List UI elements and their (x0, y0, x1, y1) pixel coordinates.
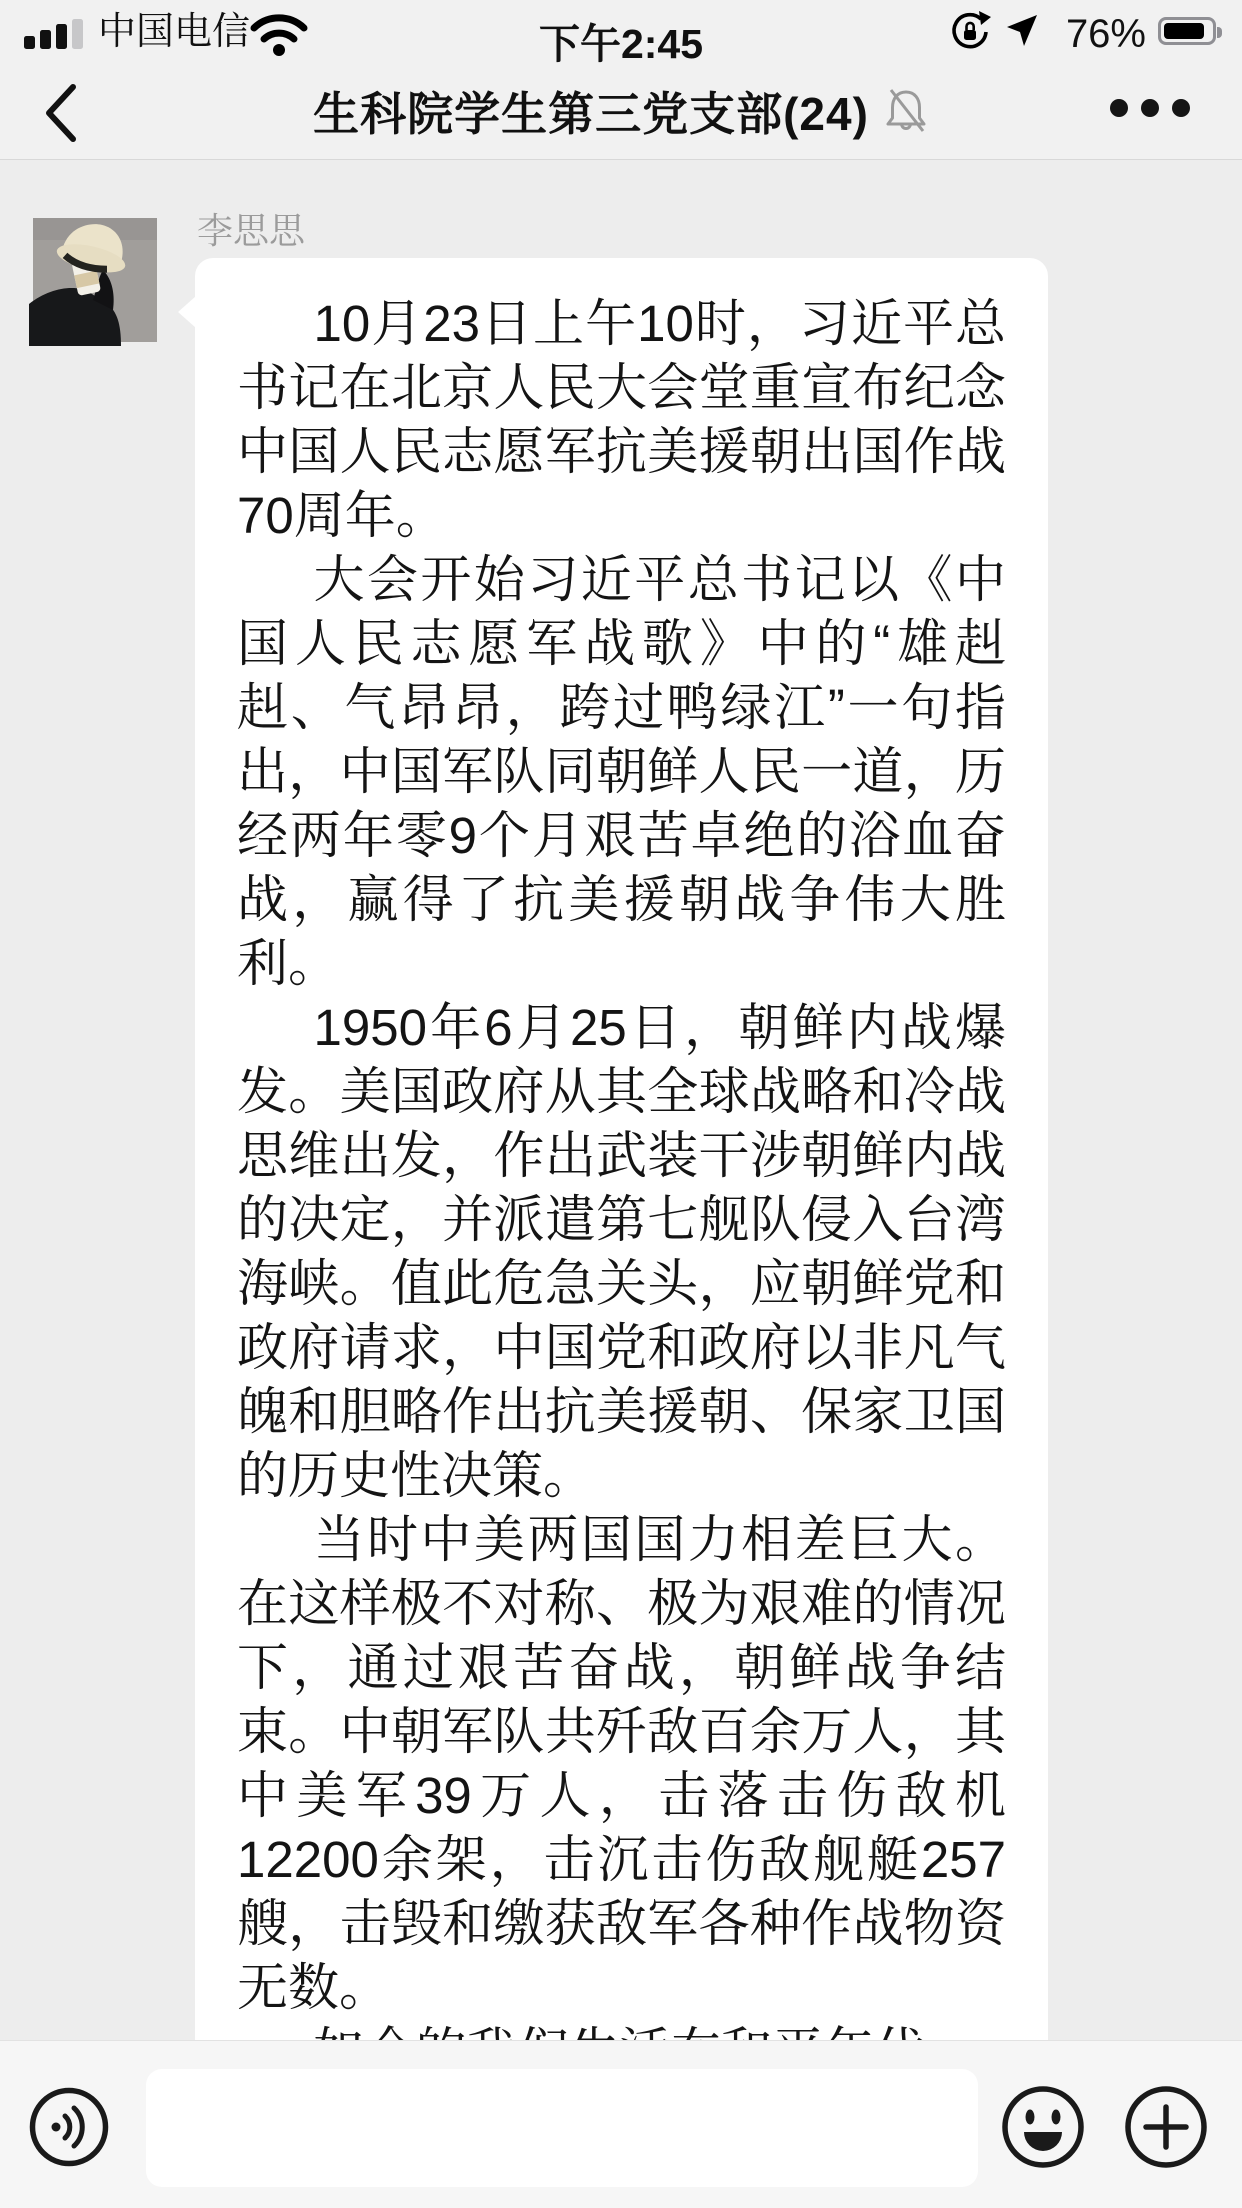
back-button[interactable] (30, 81, 90, 145)
carrier-label: 中国电信 (98, 11, 251, 53)
message-composer-bar (0, 2040, 1242, 2208)
message-paragraph: 大会开始习近平总书记以《中国人民志愿军战歌》中的“雄赳赳、气昂昂，跨过鸭绿江”一句指出，中国军队同朝鲜人民一道，历经两年零9个月艰苦卓绝的浴血奋战，赢得了抗美援朝战争伟大胜利。 (237, 551, 1006, 992)
message-input[interactable] (146, 2069, 978, 2187)
message-paragraph: 1950年6月25日，朝鲜内战爆发。美国政府从其全球战略和冷战思维出发，作出武装干涉朝鲜内战的决定，并派遣第七舰队侵入台湾海峡。值此危急关头，应朝鲜党和政府请求，中国党和政府以非凡气魄和胆略作出抗美援朝、保家卫国的历史性决策。 (237, 999, 1006, 1504)
status-bar (0, 0, 1242, 67)
location-arrow-icon (1004, 13, 1040, 49)
avatar-image (33, 218, 157, 342)
mute-bell-icon (883, 85, 929, 137)
message-bubble[interactable] (195, 258, 1048, 2118)
message-paragraph: 当时中美两国国力相差巨大。在这样极不对称、极为艰难的情况下，通过艰苦奋战，朝鲜战争结束。中朝军队共歼敌百余万人，其中美军39万人，击落击伤敌机12200余架，击沉击伤敌舰艇257艘，击毁和缴获敌军各种作战物资无数。 (237, 1511, 1006, 2016)
header (0, 0, 1242, 160)
plus-icon (1124, 2085, 1208, 2169)
chat-title: 生科院学生第三党支部(24) (313, 88, 869, 140)
sender-name: 李思思 (197, 210, 306, 251)
more-button[interactable] (1110, 99, 1190, 117)
emoji-button[interactable] (1001, 2085, 1085, 2169)
battery-percent-label: 76% (1065, 12, 1146, 56)
battery-icon (1158, 17, 1216, 45)
chat-title-group (313, 78, 929, 144)
clock-label: 下午2:45 (538, 21, 704, 67)
more-attachments-button[interactable] (1124, 2085, 1208, 2169)
emoji-smiley-icon (1001, 2085, 1085, 2169)
rotation-lock-icon (948, 10, 992, 54)
sender-avatar[interactable] (33, 218, 157, 342)
voice-message-button[interactable] (29, 2087, 109, 2167)
message-paragraph: 10月23日上午10时，习近平总书记在北京人民大会堂重宣布纪念中国人民志愿军抗美援朝出国作战70周年。 (237, 295, 1006, 544)
nav-bar (0, 63, 1242, 159)
back-chevron-icon (43, 83, 77, 143)
voice-icon (29, 2087, 109, 2167)
chat-scroll-area[interactable] (0, 160, 1242, 2040)
bubble-tail (178, 296, 196, 328)
